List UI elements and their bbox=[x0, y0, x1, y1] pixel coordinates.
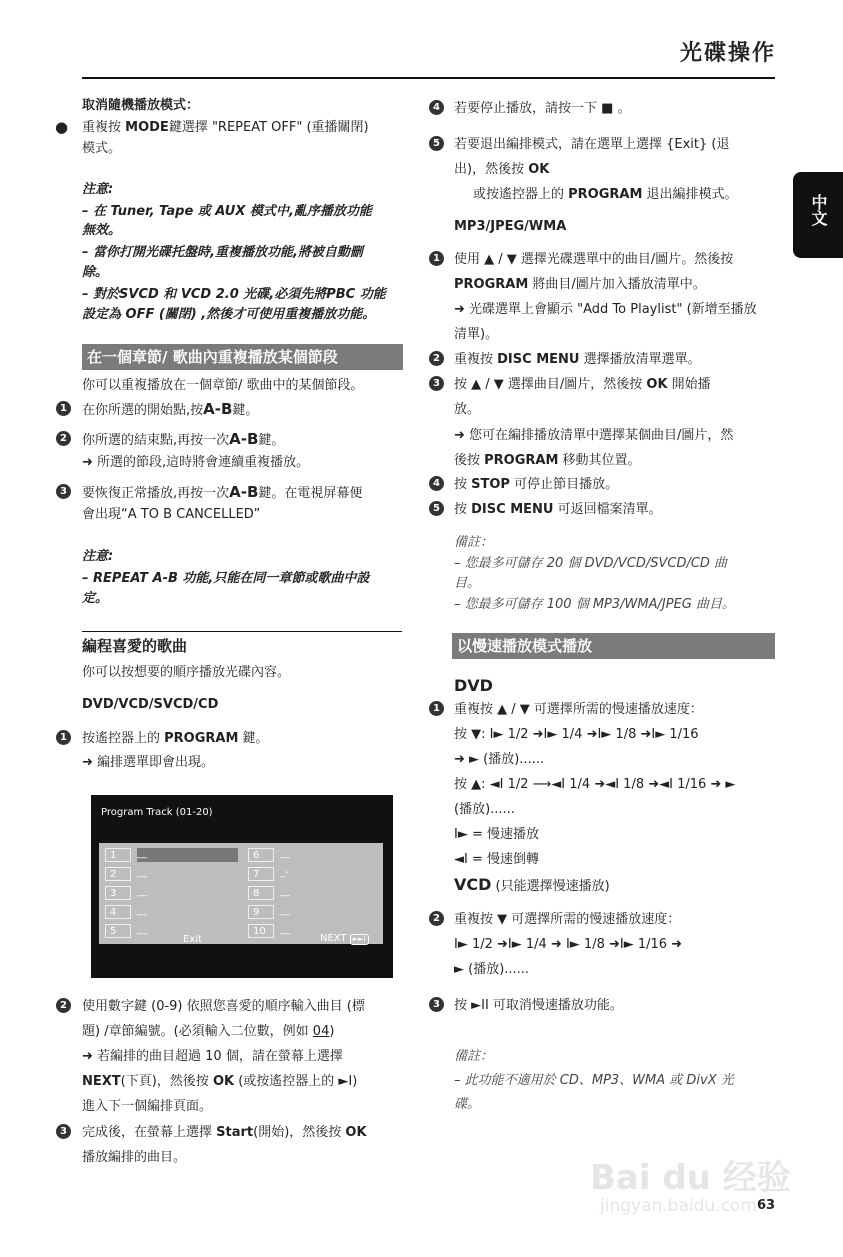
track-slot[interactable]: 8 bbox=[248, 886, 274, 900]
slot-dash: __ bbox=[137, 848, 147, 859]
mp3-step-2: 重複按 DISC MENU 選擇播放清單選單。 bbox=[454, 352, 701, 367]
slow-step-1-line5: (播放)...... bbox=[454, 802, 515, 817]
ab-intro: 你可以重複播放在一個章節/ 歌曲中的某個節段。 bbox=[82, 378, 364, 393]
program-step-1-result: ➜ 編排選單即會出現。 bbox=[82, 755, 215, 770]
ab-step-3-line2: 會出現“A TO B CANCELLED” bbox=[82, 507, 261, 522]
slow-step-2: 重複按 ▼ 可選擇所需的慢速播放速度： bbox=[454, 912, 681, 927]
mp3-step-1: 使用 ▲ / ▼ 選擇光碟選單中的曲目/圖片。然後按 bbox=[454, 252, 734, 267]
vcd-label: VCD (只能選擇慢速播放) bbox=[454, 875, 610, 894]
note-line: 無效。 bbox=[82, 223, 122, 238]
note-title: 備註： bbox=[454, 535, 494, 550]
mp3-step-4: 按 STOP 可停止節目播放。 bbox=[454, 477, 619, 492]
program-step-1: 按遙控器上的 PROGRAM 鍵。 bbox=[82, 731, 269, 746]
track-slot[interactable]: 5 bbox=[105, 924, 131, 938]
program-step-2-line3: ➜ 若編排的曲目超過 10 個，請在螢幕上選擇 bbox=[82, 1049, 343, 1064]
step-number-icon: 1 bbox=[56, 401, 71, 416]
watermark-url: jingyan.baidu.com bbox=[600, 1196, 757, 1216]
program-step-4: 若要停止播放，請按一下 ■ 。 bbox=[454, 101, 631, 116]
ab-step-2: 你所選的結束點,再按一次A-B鍵。 bbox=[82, 430, 285, 448]
slot-highlight bbox=[137, 848, 238, 862]
next-button[interactable]: NEXT ►►I bbox=[320, 933, 369, 945]
exit-button[interactable]: Exit bbox=[183, 934, 202, 945]
page-number: 63 bbox=[757, 1198, 776, 1213]
step-number-icon: 2 bbox=[56, 998, 71, 1013]
track-slot[interactable]: 4 bbox=[105, 905, 131, 919]
language-tab: 中文 bbox=[793, 172, 843, 258]
note-title: 注意: bbox=[82, 182, 114, 197]
program-step-2-line2: 題) /章節編號。(必須輸入二位數，例如 04) bbox=[82, 1024, 335, 1039]
mp3-step-3: 按 ▲ / ▼ 選擇曲目/圖片，然後按 OK 開始播 bbox=[454, 377, 711, 392]
disc-type-label: MP3/JPEG/WMA bbox=[454, 219, 567, 234]
note-line: – 在 Tuner, Tape 或 AUX 模式中,亂序播放功能 bbox=[82, 204, 372, 219]
step-number-icon: 3 bbox=[429, 997, 444, 1012]
track-slot[interactable]: 9 bbox=[248, 905, 274, 919]
step-number-icon: 2 bbox=[429, 911, 444, 926]
slot-dash: __ bbox=[280, 924, 290, 935]
slot-dash: __ bbox=[280, 886, 290, 897]
step-number-icon: 2 bbox=[56, 431, 71, 446]
ab-step-2-result: ➜ 所選的節段,這時將會連續重複播放。 bbox=[82, 455, 310, 470]
program-menu-screen bbox=[91, 795, 393, 978]
note-line: 定。 bbox=[82, 591, 109, 606]
note-line: – 您最多可儲存 20 個 DVD/VCD/SVCD/CD 曲 bbox=[454, 556, 728, 571]
track-slot[interactable]: 6 bbox=[248, 848, 274, 862]
ab-step-1: 在你所選的開始點,按A-B鍵。 bbox=[82, 400, 259, 418]
watermark-logo: Bai du 经验 bbox=[590, 1158, 791, 1198]
note-line: – 對於SVCD 和 VCD 2.0 光碟,必須先將PBC 功能 bbox=[82, 287, 386, 302]
note-line: – 您最多可儲存 100 個 MP3/WMA/JPEG 曲目。 bbox=[454, 597, 735, 612]
step-number-icon: 3 bbox=[56, 1124, 71, 1139]
program-step-3: 完成後，在螢幕上選擇 Start(開始)，然後按 OK bbox=[82, 1125, 367, 1140]
program-step-3-line2: 播放編排的曲目。 bbox=[82, 1150, 187, 1165]
program-step-5: 若要退出編排模式，請在選單上選擇 {Exit} (退 bbox=[454, 137, 730, 152]
note-line: – 此功能不適用於 CD、MP3、WMA 或 DivX 光 bbox=[454, 1073, 734, 1088]
step-number-icon: 5 bbox=[429, 136, 444, 151]
slot-dash: _- bbox=[280, 867, 289, 878]
slot-dash: __ bbox=[137, 886, 147, 897]
slow-step-1-line3: ➜ ► (播放)...... bbox=[454, 752, 545, 767]
note-line: – REPEAT A-B 功能,只能在同一章節或歌曲中設 bbox=[82, 571, 370, 586]
step-number-icon: 1 bbox=[429, 251, 444, 266]
note-line: 碟。 bbox=[454, 1097, 481, 1112]
track-slot[interactable]: 2 bbox=[105, 867, 131, 881]
slot-dash: __ bbox=[137, 924, 147, 935]
step-number-icon: 1 bbox=[429, 701, 444, 716]
mp3-step-1-line2: PROGRAM 將曲目/圖片加入播放清單中。 bbox=[454, 277, 706, 292]
program-intro: 你可以按想要的順序播放光碟內容。 bbox=[82, 665, 291, 680]
slow-step-1-line2: 按 ▼: I► 1/2 ➜I► 1/4 ➜I► 1/8 ➜I► 1/16 bbox=[454, 727, 699, 742]
slow-step-1-line6: I► = 慢速播放 bbox=[454, 827, 539, 842]
step-number-icon: 1 bbox=[56, 730, 71, 745]
program-step-2-line5: 進入下一個編排頁面。 bbox=[82, 1099, 213, 1114]
note-line: 除。 bbox=[82, 265, 109, 280]
mp3-step-1-line4: 清單)。 bbox=[454, 327, 499, 342]
track-slot[interactable]: 3 bbox=[105, 886, 131, 900]
mp3-step-3-line3: ➜ 您可在編排播放清單中選擇某個曲目/圖片，然 bbox=[454, 428, 734, 443]
disc-type-label: DVD/VCD/SVCD/CD bbox=[82, 697, 219, 712]
mp3-step-5: 按 DISC MENU 可返回檔案清單。 bbox=[454, 502, 662, 517]
slot-dash: __ bbox=[137, 905, 147, 916]
slow-step-2-line2: I► 1/2 ➜I► 1/4 ➜ I► 1/8 ➜I► 1/16 ➜ bbox=[454, 937, 683, 952]
slow-step-1: 重複按 ▲ / ▼ 可選擇所需的慢速播放速度： bbox=[454, 702, 703, 717]
ab-section-heading: 在一個章節/ 歌曲內重複播放某個節段 bbox=[82, 344, 403, 370]
step-number-icon: 2 bbox=[429, 351, 444, 366]
program-step-2: 使用數字鍵 (0-9) 依照您喜愛的順序輸入曲目 (標 bbox=[82, 999, 365, 1014]
program-heading: 編程喜愛的歌曲 bbox=[82, 637, 188, 655]
program-menu-title: Program Track (01-20) bbox=[101, 807, 213, 818]
ab-step-3: 要恢復正常播放,再按一次A-B鍵。在電視屏幕便 bbox=[82, 483, 363, 501]
slow-step-3: 按 ►II 可取消慢速播放功能。 bbox=[454, 998, 623, 1013]
program-step-2-line4: NEXT(下頁)，然後按 OK (或按遙控器上的 ►I) bbox=[82, 1074, 358, 1089]
track-slot[interactable]: 7 bbox=[248, 867, 274, 881]
cancel-shuffle-text-2: 模式。 bbox=[82, 141, 122, 156]
slow-dvd-label: DVD bbox=[454, 676, 493, 695]
note-line: – 當你打開光碟托盤時,重複播放功能,將被自動刪 bbox=[82, 245, 363, 260]
step-number-icon: 3 bbox=[56, 484, 71, 499]
slot-dash: __ bbox=[280, 905, 290, 916]
track-slot[interactable]: 10 bbox=[248, 924, 274, 938]
note-title: 備註： bbox=[454, 1049, 494, 1064]
mp3-step-3-line4: 後按 PROGRAM 移動其位置。 bbox=[454, 453, 641, 468]
mp3-step-1-line3: ➜ 光碟選單上會顯示 "Add To Playlist" (新增至播放 bbox=[454, 302, 757, 317]
program-step-5-line3: 或按遙控器上的 PROGRAM 退出編排模式。 bbox=[473, 187, 738, 202]
step-number-icon: 4 bbox=[429, 100, 444, 115]
cancel-shuffle-title: 取消隨機播放模式： bbox=[82, 98, 200, 113]
page-title: 光碟操作 bbox=[680, 41, 777, 66]
section-rule bbox=[82, 631, 402, 632]
mp3-step-3-line2: 放。 bbox=[454, 402, 481, 417]
bullet-dot: ● bbox=[55, 118, 69, 136]
header-rule bbox=[82, 77, 775, 79]
step-number-icon: 5 bbox=[429, 501, 444, 516]
note-line: 設定為 OFF (關閉) ,然後才可使用重複播放功能。 bbox=[82, 307, 376, 322]
note-title: 注意: bbox=[82, 549, 114, 564]
skip-next-icon: ►►I bbox=[350, 934, 369, 945]
slot-dash: __ bbox=[137, 867, 147, 878]
cancel-shuffle-text: 重複按 MODE鍵選擇 "REPEAT OFF" (重播關閉) bbox=[82, 120, 369, 135]
note-line: 目。 bbox=[454, 576, 481, 591]
slow-step-1-line4: 按 ▲: ◄I 1/2 ⟶◄I 1/4 ➜◄I 1/8 ➜◄I 1/16 ➜ ► bbox=[454, 777, 736, 792]
slot-dash: __ bbox=[280, 848, 290, 859]
step-number-icon: 4 bbox=[429, 476, 444, 491]
program-step-5-line2: 出)，然後按 OK bbox=[454, 162, 550, 177]
slow-step-2-line3: ► (播放)...... bbox=[454, 962, 530, 977]
step-number-icon: 3 bbox=[429, 376, 444, 391]
slow-section-heading: 以慢速播放模式播放 bbox=[452, 633, 775, 659]
track-slot[interactable]: 1 bbox=[105, 848, 131, 862]
slow-step-1-line7: ◄I = 慢速倒轉 bbox=[454, 852, 539, 867]
